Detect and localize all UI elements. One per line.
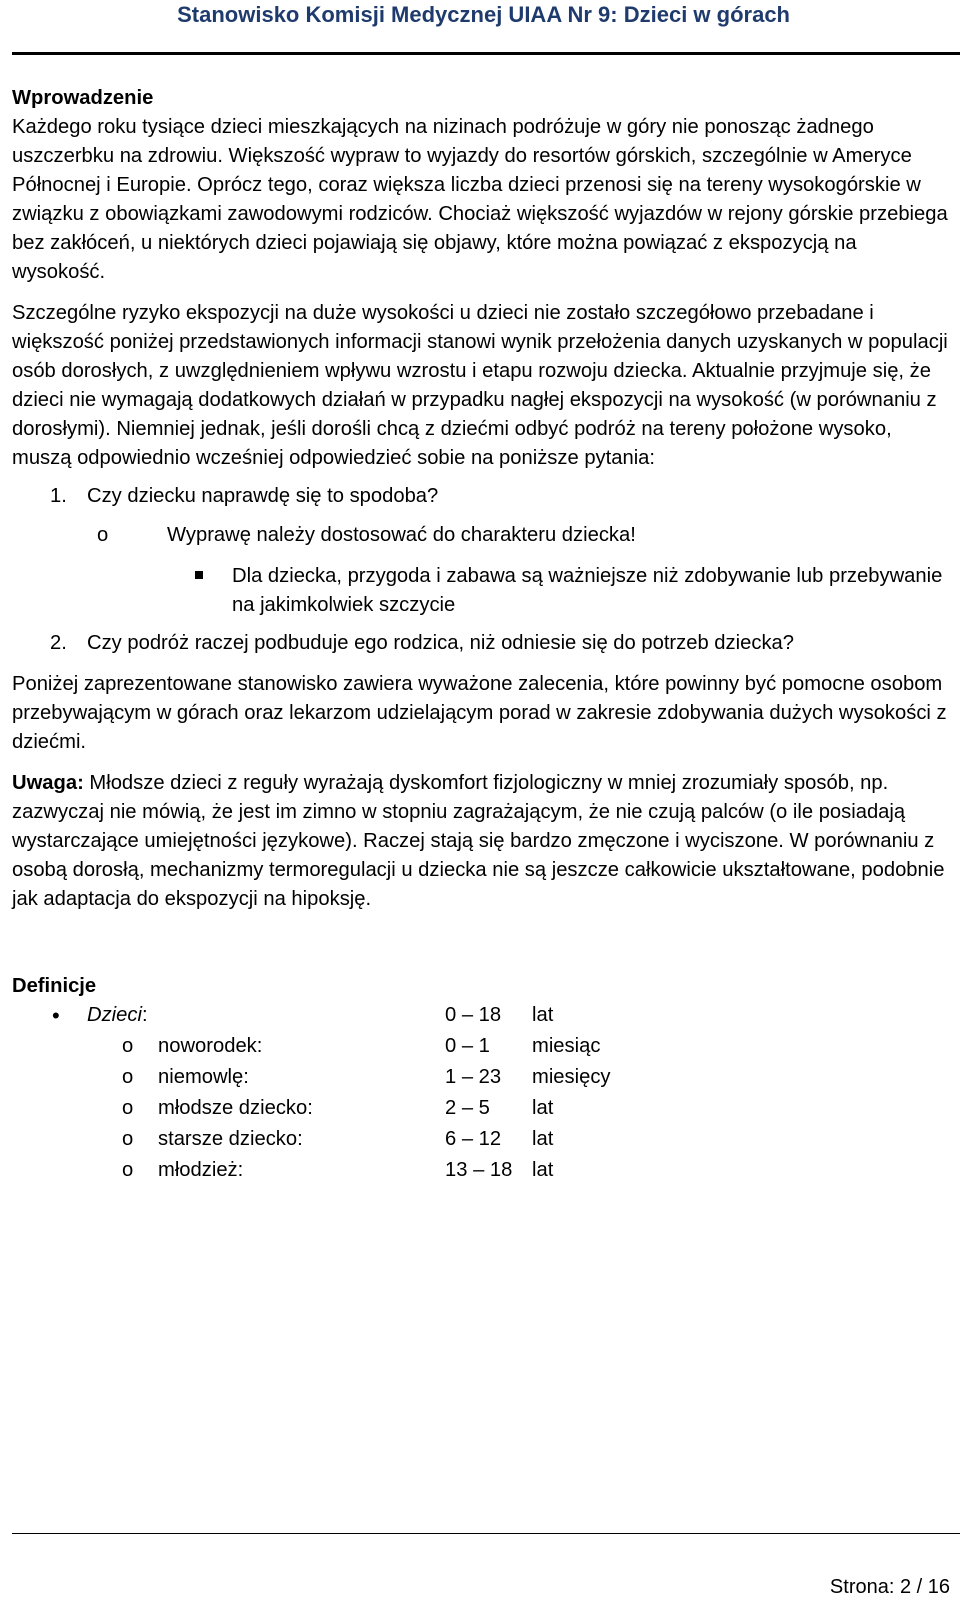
question-sub-sub-item	[12, 562, 952, 620]
definition-range: 1 – 23	[445, 1066, 502, 1088]
section-heading-introduction: Wprowadzenie	[12, 87, 154, 109]
circle-bullet-icon: o	[122, 1159, 134, 1181]
definition-unit: miesięcy	[532, 1066, 611, 1088]
definition-range: 13 – 18	[445, 1159, 513, 1181]
circle-bullet-icon: o	[97, 524, 109, 546]
page-number: Strona: 2 / 16	[829, 1576, 950, 1598]
circle-bullet-icon: o	[122, 1128, 134, 1150]
definition-unit: lat	[532, 1159, 554, 1181]
definition-row	[12, 1125, 952, 1156]
definition-colon: :	[141, 1004, 148, 1026]
definition-term: noworodek:	[158, 1035, 263, 1057]
square-bullet-icon	[195, 571, 203, 579]
question-item-2	[12, 629, 952, 658]
document-title: Stanowisko Komisji Medycznej UIAA Nr 9: Dzieci w górach	[177, 2, 790, 27]
definition-range: 2 – 5	[445, 1097, 490, 1119]
intro-paragraph-2: Szczególne ryzyko ekspozycji na duże wysokości u dzieci nie zostało szczegółowo przebadane i większość poniżej przedstawionych informacji stanowi wynik przełożenia danych uzyskanych w populacji osób dorosłych, z uwzględnieniem wpływu wzrostu i etapu rozwoju dziecka. Aktualnie przyjmuje się, że dzieci nie wymagają dodatkowych działań w przypadku nagłej ekspozycji na wysokość (w porównaniu z dorosłymi). Niemniej jednak, jeśli dorośli chcą z dziećmi odbyć podróż na tereny położone wysoko, muszą odpowiednio wcześniej odpowiedzieć sobie na poniższe pytania:	[12, 302, 948, 469]
definition-row	[12, 1094, 952, 1125]
section-heading-definitions: Definicje	[12, 975, 97, 997]
header-divider	[12, 52, 960, 55]
question-number: 1.	[50, 485, 67, 507]
note-text: Młodsze dzieci z reguły wyrażają dyskomfort fizjologiczny w mniej zrozumiały sposób, np. zazwyczaj nie mówią, że jest im zimno w stopniu zagrażającym, że nie czują palców (o ile posiadają wystarczające umiejętności językowe). Raczej stają się bardzo zmęczone i wyciszone. W porównaniu z osobą dorosłą, mechanizmy termoregulacji u dziecka nie są jeszcze całkowicie ukształtowane, podobnie jak adaptacja do ekspozycji na hipoksję.	[12, 772, 945, 910]
footer-divider	[12, 1533, 960, 1534]
definition-term: niemowlę:	[158, 1066, 249, 1088]
definition-term-label: Dzieci	[87, 1004, 142, 1026]
question-item-1	[12, 482, 952, 511]
circle-bullet-icon: o	[122, 1066, 134, 1088]
page-footer	[0, 1510, 960, 1600]
definition-term: młodzież:	[158, 1159, 244, 1181]
question-text: Czy dziecku naprawdę się to spodoba?	[87, 485, 439, 507]
intro-paragraph-1: Każdego roku tysiące dzieci mieszkających na nizinach podróżuje w góry nie ponosząc żadnego uszczerbku na zdrowiu. Większość wypraw to wyjazdy do resortów górskich, szczególnie w Ameryce Północnej i Europie. Oprócz tego, coraz większa liczba dzieci przenosi się na tereny wysokogórskie w związku z obowiązkami zawodowymi rodziców. Chociaż większość wyjazdów w rejony górskie przebiega bez zakłóceń, u niektórych dzieci pojawiają się objawy, które można powiązać z ekspozycją na wysokość.	[12, 116, 948, 283]
question-sub-item	[12, 521, 952, 550]
definition-range: 0 – 18	[445, 1004, 502, 1026]
question-text: Czy podróż raczej podbuduje ego rodzica, niż odniesie się do potrzeb dziecka?	[87, 632, 794, 654]
definition-row	[12, 1063, 952, 1094]
question-number: 2.	[50, 632, 67, 654]
definition-term: starsze dziecko:	[158, 1128, 303, 1150]
bullet-dot-icon: •	[52, 1003, 60, 1028]
note-paragraph	[12, 769, 952, 914]
definition-unit: lat	[532, 1128, 554, 1150]
definition-unit: lat	[532, 1004, 554, 1026]
definition-range: 6 – 12	[445, 1128, 502, 1150]
circle-bullet-icon: o	[122, 1097, 134, 1119]
definition-unit: lat	[532, 1097, 554, 1119]
page-header	[0, 0, 960, 56]
definition-row	[12, 1156, 952, 1187]
definition-unit: miesiąc	[532, 1035, 601, 1057]
intro-paragraph-3: Poniżej zaprezentowane stanowisko zawiera wyważone zalecenia, które powinny być pomocne osobom przebywającym w górach oraz lekarzom udzielającym porad w zakresie zdobywania dużych wysokości z dziećmi.	[12, 673, 947, 753]
definition-term	[87, 1001, 148, 1030]
definition-row-children	[12, 1001, 952, 1032]
definition-range: 0 – 1	[445, 1035, 490, 1057]
sub-sub-item-text: Dla dziecka, przygoda i zabawa są ważniejsze niż zdobywanie lub przebywanie na jakimkolwiek szczycie	[232, 565, 943, 616]
circle-bullet-icon: o	[122, 1035, 134, 1057]
note-label: Uwaga:	[12, 772, 84, 794]
document-body	[12, 84, 952, 1187]
definition-term: młodsze dziecko:	[158, 1097, 313, 1119]
definition-row	[12, 1032, 952, 1063]
sub-item-text: Wyprawę należy dostosować do charakteru dziecka!	[167, 524, 636, 546]
